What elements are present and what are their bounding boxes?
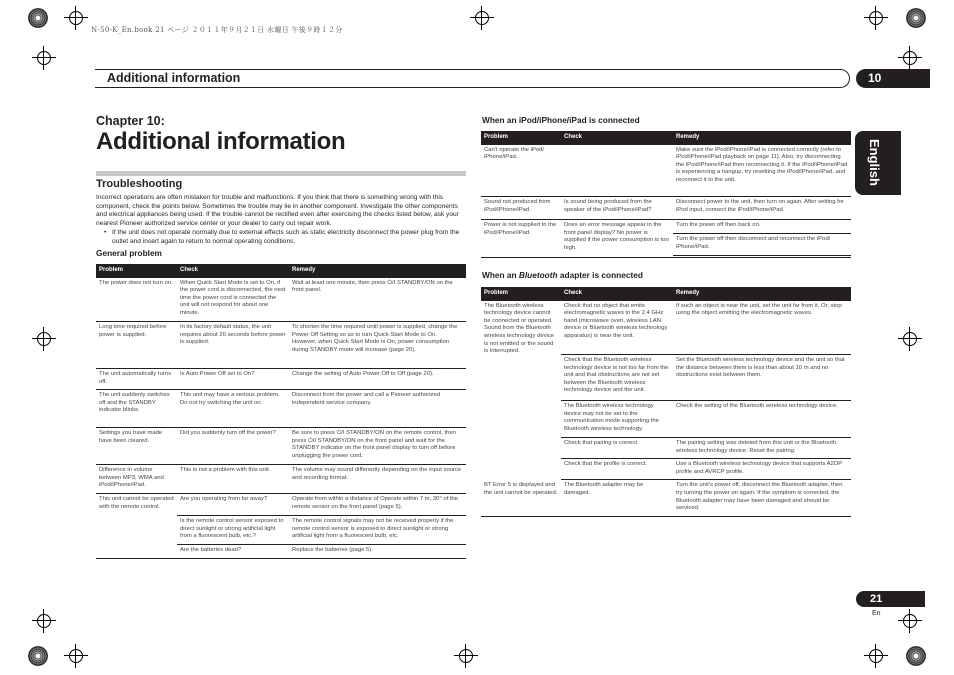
check-cell: In its factory default status, the unit requires about 20 seconds before power is supplied. — [177, 322, 289, 369]
check-cell: Is Auto Power Off set to On? — [177, 369, 289, 390]
crop-mark-icon — [470, 6, 494, 30]
ipod-table-bottom-rule — [481, 257, 851, 258]
table-row — [481, 145, 851, 197]
check-cell: Check that the profile is correct. — [561, 459, 673, 480]
check-cell: The Bluetooth wireless technology device may not be set to the communication mode supporting the Bluetooth wireless technology. — [561, 401, 673, 438]
table-row — [96, 278, 466, 322]
problem-cell: Difference in volume between MP3, WMA and iPod/iPhone/iPad. — [96, 465, 177, 494]
table-row — [96, 465, 466, 494]
table-row — [481, 220, 851, 234]
problem-cell: The unit automatically turns off. — [96, 369, 177, 390]
ipod-table — [481, 131, 851, 256]
general-problem-table — [96, 264, 466, 559]
remedy-cell: Operate from within a distance of Operate within 7 m, 30° of the remote sensor on the front panel (page 5). — [289, 494, 466, 516]
problem-cell — [96, 545, 177, 559]
problem-cell: The Bluetooth wireless technology device cannot be connected or operated. Sound from the Bluetooth wireless technology device is not emitted or the sound is interrupted. — [484, 302, 555, 355]
crop-mark-icon — [898, 609, 922, 633]
header-title: Additional information — [107, 71, 241, 85]
remedy-cell: Set the Bluetooth wireless technology device and the unit so that the distance between them is less than about 10 m and no obstructions exist between them. — [673, 355, 851, 401]
check-cell: Are the batteries dead? — [177, 545, 289, 559]
crop-mark-icon — [32, 327, 56, 351]
language-tab-label: English — [867, 139, 882, 186]
remedy-cell: To shorten the time required until power is supplied, change the Power Off Setting so as to turn Quick Start Mode to On. However, when Quick Start Mode is On, power consumption during STANDBY mode will increase (page 20). — [289, 322, 466, 369]
remedy-cell: The remote control signals may not be received properly if the remote control sensor is exposed to direct sunlight or strong artificial light from a fluorescent bulb, etc. — [289, 516, 466, 545]
remedy-cell: The pairing setting was deleted from this unit or the Bluetooth wireless technology device. Reset the pairing. — [673, 438, 851, 459]
problem-cell — [96, 516, 177, 545]
registration-disc-br — [906, 646, 926, 666]
troubleshooting-intro: Incorrect operations are often mistaken for trouble and malfunctions. If you think that there is something wrong with this component, check the points below. Sometimes the trouble may lie in another component. Investigate the other components and electrical appliances being used. If the trouble cannot be rectified even after exercising the checks listed below, ask your nearest Pioneer authorized service center or your dealer to carry out repair work. — [96, 194, 459, 228]
column-header: Check — [561, 131, 673, 145]
table-row — [96, 390, 466, 428]
bluetooth-heading-prefix: When an — [482, 270, 519, 280]
column-header: Remedy — [673, 287, 851, 301]
general-problem-heading: General problem — [96, 248, 162, 258]
crop-mark-icon — [64, 644, 88, 668]
problem-cell: Power is not supplied to the iPod/iPhone/iPad. — [484, 222, 557, 236]
check-cell: Does an error message appear in the front panel display? No power is supplied if the power consumption is too high. — [564, 222, 669, 251]
chapter-title: Additional information — [96, 128, 346, 155]
section-divider — [96, 171, 466, 176]
bluetooth-heading-italic: Bluetooth — [518, 270, 558, 280]
column-header: Remedy — [289, 264, 466, 278]
problem-cell: The unit suddenly switches off and the STANDBY indicator blinks. — [96, 390, 177, 428]
remedy-cell: Disconnect power to the unit, then turn on again. After setting for iPod input, connect the iPod/iPhone/iPad. — [673, 197, 851, 220]
remedy-cell: Check the setting of the Bluetooth wireless technology device. — [673, 401, 851, 438]
table-row — [96, 516, 466, 545]
check-cell: Are you operating from far away? — [177, 494, 289, 516]
crop-mark-icon — [454, 644, 478, 668]
registration-disc-bl — [28, 646, 48, 666]
check-cell: The Bluetooth adapter may be damaged. — [561, 480, 673, 516]
bluetooth-heading — [482, 270, 643, 280]
check-cell: Check that no object that emits electromagnetic waves in the 2.4 GHz band (microwave oven, wireless LAN device or Bluetooth wireless technology apparatus) is near the unit. — [561, 301, 673, 355]
remedy-cell: Turn the power off then back on. — [673, 220, 851, 234]
check-cell: Is the remote control sensor exposed to direct sunlight or strong artificial light from a fluorescent bulb, etc.? — [177, 516, 289, 545]
remedy-cell: If such an object is near the unit, set the unit far from it. Or, stop using the object emitting the electromagnetic waves. — [673, 301, 851, 355]
crop-mark-icon — [898, 327, 922, 351]
problem-cell: This unit cannot be operated with the remote control. — [99, 496, 174, 510]
table-row — [481, 480, 851, 516]
problem-cell: Can't operate the iPod/ iPhone/iPad. — [481, 145, 561, 197]
column-header: Check — [561, 287, 673, 301]
problem-cell: Long time required before power is supplied. — [96, 322, 177, 369]
check-cell: Check that the Bluetooth wireless technology device is not too far from the unit and that obstructions are not set between the Bluetooth wireless technology device and the unit. — [561, 355, 673, 401]
table-row — [96, 494, 466, 516]
remedy-cell: Disconnect from the power and call a Pioneer authorized independent service company. — [289, 390, 466, 428]
chapter-label: Chapter 10: — [96, 114, 165, 128]
column-header: Check — [177, 264, 289, 278]
bluetooth-table — [481, 287, 851, 517]
crop-mark-icon — [864, 6, 888, 30]
check-cell: Did you suddenly turn off the power? — [177, 428, 289, 465]
remedy-cell: Turn the power off then disconnect and reconnect the iPod/ iPhone/iPad. — [673, 234, 851, 256]
print-info-line: N-50-K_En.book 21 ページ ２０１１年９月２１日 水曜日 午後９時１２分 — [91, 26, 343, 34]
crop-mark-icon — [64, 6, 88, 30]
check-cell: This unit may have a serious problem. Do not try switching the unit on. — [177, 390, 289, 428]
registration-disc-tl — [28, 8, 48, 28]
troubleshooting-heading: Troubleshooting — [96, 178, 183, 190]
check-cell: Check that pairing is correct. — [561, 438, 673, 459]
table-row — [96, 428, 466, 465]
column-header: Problem — [481, 287, 561, 301]
registration-disc-tr — [906, 8, 926, 28]
table-row — [96, 369, 466, 390]
remedy-cell: Use a Bluetooth wireless technology device that supports A2DP profile and AVRCP profile. — [673, 459, 851, 480]
page-language: En — [872, 610, 881, 617]
problem-cell: Sound not produced from iPod/iPhone/iPad. — [481, 197, 561, 220]
crop-mark-icon — [864, 644, 888, 668]
problem-cell: BT Error 5 is displayed and the unit cannot be operated. — [481, 480, 561, 516]
remedy-cell: Change the setting of Auto Power Off to Off (page 20). — [289, 369, 466, 390]
crop-mark-icon — [32, 609, 56, 633]
remedy-cell: Turn the unit's power off, disconnect the Bluetooth adapter, then try turning the power on again. If the symptom is corrected, the Bluetooth adapter may have been damaged and should be serviced. — [673, 480, 851, 516]
language-tab — [855, 131, 901, 195]
remedy-cell: The volume may sound differently depending on the input source and recording format. — [289, 465, 466, 494]
remedy-cell: Be sure to press ⏻/I STANDBY/ON on the remote control, then press ⏻/I STANDBY/ON on the front panel and wait for the STANDBY indicator on the front panel display to turn off before unplugging the power cord. — [289, 428, 466, 465]
remedy-cell: Make sure the iPod/iPhone/iPad is connected correctly (refer to iPod/iPhone/iPad playback on page 11). Also, try disconnecting the iPod/iPhone/iPad then reconnecting it. If the iPod/iPhone/iPad is experiencing a hangup, try resetting the iPod/iPhone/iPad, and reconnect it to the unit. — [673, 145, 851, 197]
remedy-cell: Replace the batteries (page 5). — [289, 545, 466, 559]
table-row — [96, 545, 466, 559]
table-row — [481, 301, 851, 355]
column-header: Problem — [96, 264, 177, 278]
bluetooth-heading-suffix: adapter is connected — [557, 270, 643, 280]
crop-mark-icon — [32, 46, 56, 70]
chapter-number-tab: 10 — [856, 69, 930, 88]
crop-mark-icon — [898, 46, 922, 70]
check-cell: Is sound being produced from the speaker of the iPod/iPhone/iPad? — [561, 197, 673, 220]
problem-cell: Settings you have made have been cleared. — [96, 428, 177, 465]
check-cell — [561, 145, 673, 197]
table-row — [96, 322, 466, 369]
check-cell: When Quick Start Mode is set to On, if the power cord is disconnected, the next time the power cord is connected the unit will not respond for about one minute. — [177, 278, 289, 322]
troubleshooting-bullet: • If the unit does not operate normally due to external effects such as static electricity disconnect the power plug from the outlet and insert again to return to normal operating conditions. — [104, 229, 466, 246]
remedy-cell: Wait at least one minute, then press ⏻/I STANDBY/ON on the front panel. — [289, 278, 466, 322]
check-cell: This is not a problem with this unit. — [177, 465, 289, 494]
ipod-heading: When an iPod/iPhone/iPad is connected — [482, 115, 640, 125]
column-header: Problem — [481, 131, 561, 145]
table-row — [481, 197, 851, 220]
page-number: 21 — [856, 591, 925, 607]
column-header: Remedy — [673, 131, 851, 145]
problem-cell: The power does not turn on. — [96, 278, 177, 322]
